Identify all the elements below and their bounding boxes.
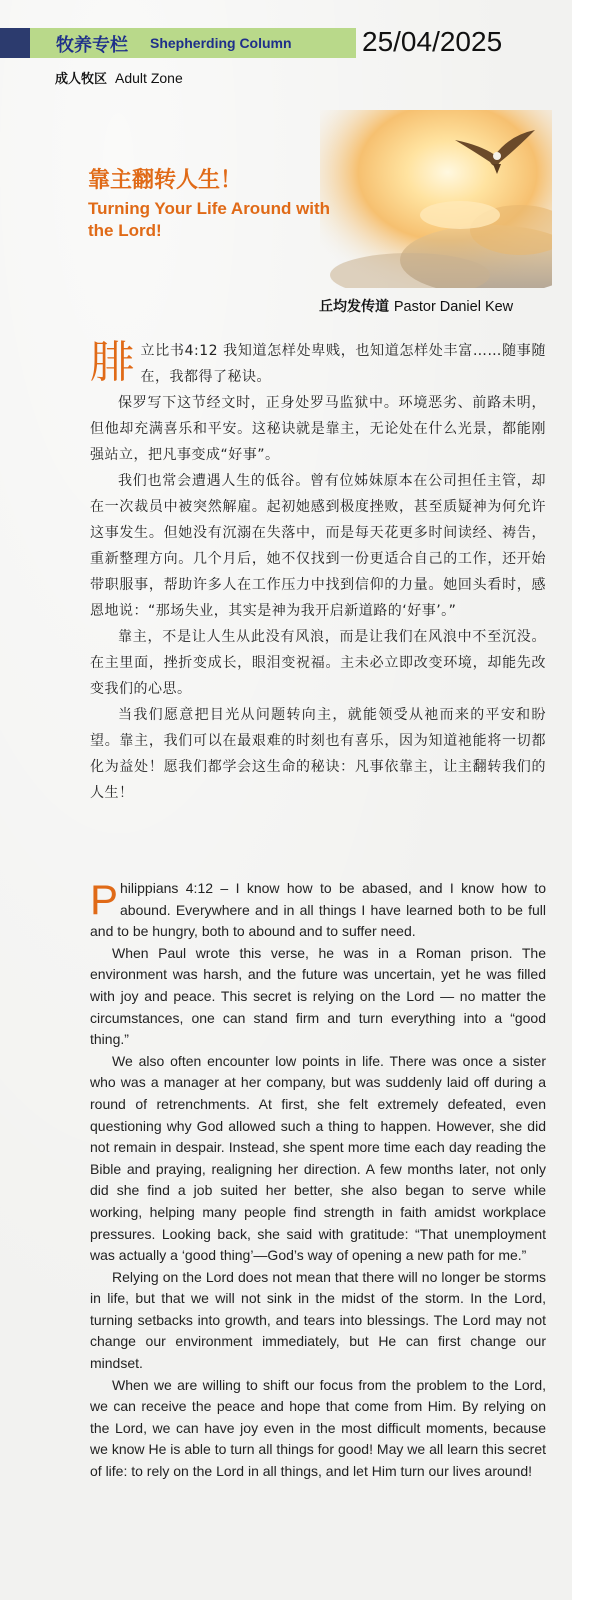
zone-label-zh: 成人牧区 — [55, 72, 108, 87]
english-article — [90, 878, 546, 1483]
header-accent-block — [0, 28, 30, 58]
en-paragraph: When Paul wrote this verse, he was in a Roman prison. The environment was harsh, and the future was uncertain, yet he was filled with joy and peace. This secret is relying on the Lord — no matter the circumstances, one can stand firm and turn everything into a “good thing.” — [90, 944, 546, 1048]
issue-date: 25/04/2025 — [362, 26, 503, 57]
zh-paragraph — [90, 338, 546, 390]
article-title-zh: 靠主翻转人生！ — [88, 168, 243, 193]
drop-cap-en: P — [90, 876, 119, 923]
author-byline — [319, 296, 513, 316]
en-paragraph — [90, 878, 546, 943]
zh-paragraph-text: 立比书4:12 我知道怎样处卑贱，也知道怎样处丰富……随事随在，我都得了秘诀。 — [140, 343, 546, 385]
en-paragraph: Relying on the Lord does not mean that there will no longer be storms in life, but that we will not sink in the midst of the storm. In the Lord, turning setbacks into growth, and tears into blessings. The Lord may not change our environment immediately, but He can first change our mindset. — [90, 1268, 546, 1372]
hero-illustration — [320, 110, 552, 288]
zh-paragraph: 当我们愿意把目光从问题转向主，就能领受从祂而来的平安和盼望。靠主，我们可以在最艰难的时刻也有喜乐，因为知道祂能将一切都化为益处！愿我们都学会这生命的秘诀：凡事依靠主，让主翻转我们的人生！ — [90, 707, 546, 801]
zone-label-en: Adult Zone — [115, 70, 183, 86]
sky-eagle-image — [320, 110, 552, 288]
column-title-en: Shepherding Column — [150, 35, 292, 51]
chinese-article — [90, 338, 546, 806]
zone-label — [55, 68, 183, 87]
zh-paragraph: 靠主，不是让人生从此没有风浪，而是让我们在风浪中不至沉没。在主里面，挫折变成长，眼泪变祝福。主未必立即改变环境，却能先改变我们的心思。 — [90, 629, 546, 697]
drop-cap-zh: 腓 — [90, 337, 135, 388]
zh-paragraph: 保罗写下这节经文时，正身处罗马监狱中。环境恶劣、前路未明，但他却充满喜乐和平安。这秘诀就是靠主，无论处在什么光景，都能刚强站立，把凡事变成“好事”。 — [90, 395, 546, 463]
en-paragraph: We also often encounter low points in life. There was once a sister who was a manager at her company, but was suddenly laid off during a round of retrenchments. At first, she felt extremely defeated, even questioning why God allowed such a thing to happen. However, she did not remain in despair. Instead, she spent more time each day reading the Bible and praying, realigning her direction. A few months later, not only did she find a job suited her better, she also began to serve while working, helping many people find strength in faith amidst workplace pressures. Looking back, she said with gratitude: “That unemployment was actually a ‘good thing’—God’s way of opening a new path for me.” — [90, 1052, 546, 1264]
column-title-zh: 牧养专栏 — [56, 35, 128, 56]
right-margin-strip — [572, 0, 592, 1600]
en-paragraph: When we are willing to shift our focus from the problem to the Lord, we can receive the peace and hope that come from Him. By relying on the Lord, we can have joy even in the most difficult moments, because we know He is able to turn all things for good! May we all learn this secret of life: to rely on the Lord in all things, and let Him turn our lives around! — [90, 1376, 546, 1480]
zh-paragraph: 我们也常会遭遇人生的低谷。曾有位姊妹原本在公司担任主管，却在一次裁员中被突然解雇。起初她感到极度挫败，甚至质疑神为何允许这事发生。但她没有沉溺在失落中，而是每天花更多时间读经、祷告，重新整理方向。几个月后，她不仅找到一份更适合自己的工作，还开始带职服事，帮助许多人在工作压力中找到信仰的力量。她回头看时，感恩地说：“那场失业，其实是神为我开启新道路的‘好事’。” — [90, 473, 546, 619]
en-paragraph-text: hilippians 4:12 – I know how to be abased, and I know how to abound. Everywhere and in all things I have learned both to be full and to be hungry, both to abound and to suffer need. — [90, 880, 546, 940]
author-name-en: Pastor Daniel Kew — [393, 299, 514, 315]
author-name-zh: 丘均发传道 — [319, 299, 389, 315]
article-title-en: Turning Your Life Around with the Lord! — [88, 199, 331, 240]
